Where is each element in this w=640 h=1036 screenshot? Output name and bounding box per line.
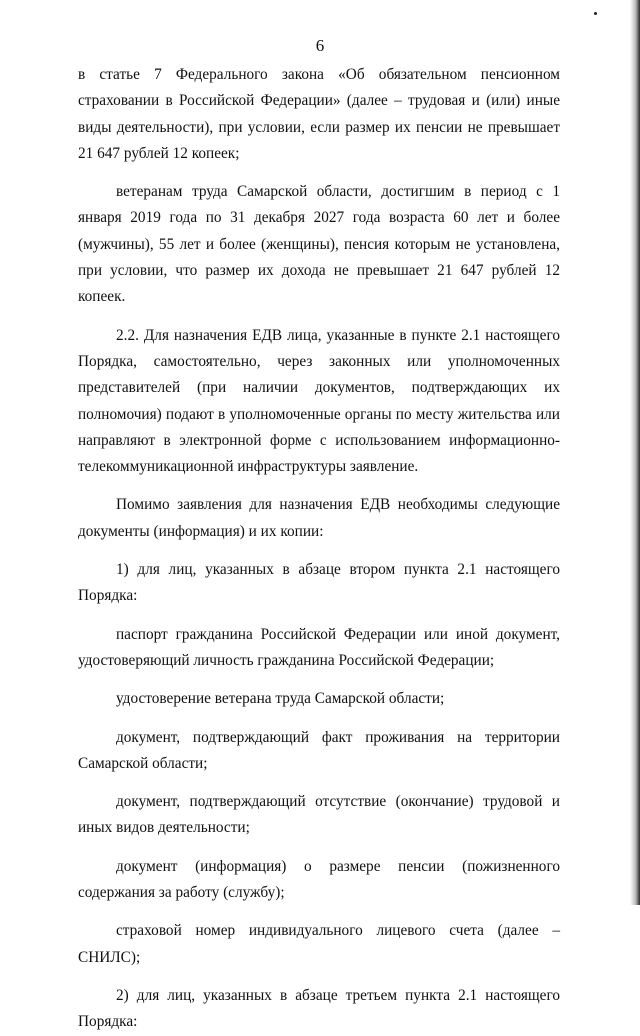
list-item: удостоверение ветерана труда Самарской области; — [116, 690, 445, 708]
list-item: страховой номер индивидуального лицевого счета (далее – СНИЛС); — [78, 922, 560, 966]
paragraph: 2.2. Для назначения ЕДВ лица, указанные в пункте 2.1 настоящего Порядка, самостоятельно, через законных или уполномоченных представителей (при наличии документов, подтверждающих их полномочия) подают в уполномоченные органы по месту жительства или направляют в электронной форме с использованием информационно-телекоммуникационной инфраструктуры заявление. — [78, 326, 560, 476]
paragraph: ветеранам труда Самарской области, достигшим в период с 1 января 2019 года по 31 декабря 2027 года возраста 60 лет и более (мужчины), 55 лет и более (женщины), пенсия которым не установлена, при условии, что размер их дохода не превышает 21 647 рублей 12 копеек. — [78, 183, 560, 306]
scan-edge-shadow — [630, 0, 640, 905]
list-item: документ, подтверждающий отсутствие (окончание) трудовой и иных видов деятельности; — [78, 793, 560, 837]
scan-speck — [594, 12, 597, 15]
list-item: 1) для лиц, указанных в абзаце втором пункта 2.1 настоящего Порядка: — [78, 561, 560, 605]
page-number: 6 — [315, 36, 325, 55]
list-item: документ, подтверждающий факт проживания на территории Самарской области; — [78, 728, 560, 772]
list-item: 2) для лиц, указанных в абзаце третьем пункта 2.1 настоящего Порядка: — [78, 986, 560, 1031]
paragraph: в статье 7 Федерального закона «Об обязательном пенсионном страховании в Российской Федерации» (далее – трудовая и (или) иные виды деятельности), при условии, если размер их пенсии не превышает 21 647 рублей 12 копеек; — [78, 66, 560, 162]
list-item: паспорт гражданина Российской Федерации или иной документ, удостоверяющий личность гражданина Российской Федерации; — [78, 625, 560, 669]
document-body — [78, 62, 560, 1036]
paragraph: Помимо заявления для назначения ЕДВ необходимы следующие документы (информация) и их копии: — [78, 496, 560, 540]
list-item: документ (информация) о размере пенсии (пожизненного содержания за работу (службу); — [78, 857, 560, 902]
